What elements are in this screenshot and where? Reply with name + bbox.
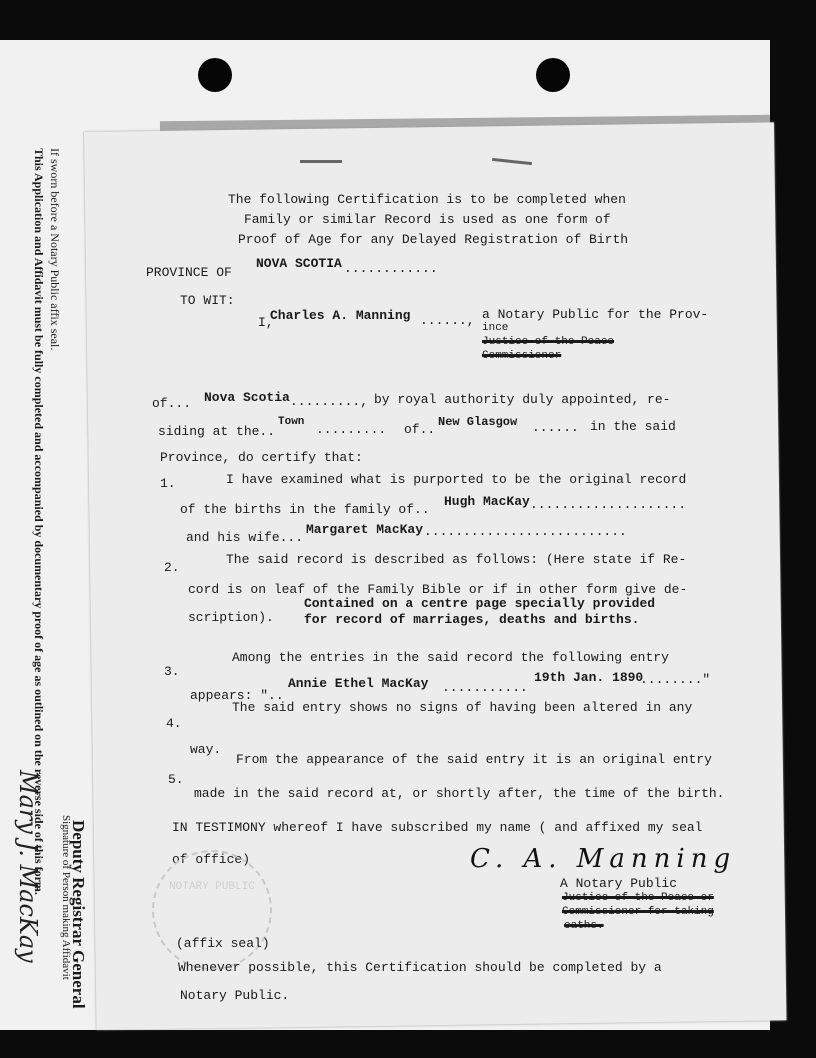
item-1-dots-2: .......................... (424, 524, 627, 539)
item-4-line-1: The said entry shows no signs of having been altered in any (232, 700, 693, 715)
residing-of: of.. (404, 422, 436, 437)
notary-signature: C. A. Manning (470, 844, 737, 874)
struck-oaths: oaths. (564, 920, 604, 932)
item-1-line-2-prefix: of the births in the family of.. (180, 502, 430, 517)
record-description-2: for record of marriages, deaths and births. (304, 612, 640, 627)
record-description-1: Contained on a centre page specially provided (304, 596, 656, 611)
residing-rest: in the said (590, 419, 676, 434)
province-certify-line: Province, do certify that: (160, 450, 363, 465)
signature-caption: Signature of Person making Affidavit (60, 815, 72, 980)
notary-seal (152, 850, 272, 970)
residing-prefix: siding at the.. (158, 424, 276, 439)
province-value: NOVA SCOTIA (256, 256, 342, 271)
affix-seal-label: (affix seal) (176, 936, 270, 951)
notary-prefix: I, (258, 315, 274, 330)
item-1-line-1: I have examined what is purported to be the original record (226, 472, 687, 487)
item-1-dots-1: .................... (530, 497, 687, 512)
footer-line-1: Whenever possible, this Certification should be completed by a (178, 960, 662, 975)
entry-date: 19th Jan. 1890 (534, 670, 644, 685)
entry-name: Annie Ethel MacKay (288, 676, 429, 691)
father-name: Hugh MacKay (444, 494, 530, 509)
if-sworn-note: If sworn before a Notary Public affix seal. (48, 148, 62, 351)
residing-dots-1: ......... (316, 422, 387, 437)
item-3-dots-2: ........" (640, 672, 711, 687)
seal-text: NOTARY PUBLIC (169, 881, 255, 893)
item-3-line-2-prefix: appears: ".. (190, 688, 284, 703)
item-3-line-1: Among the entries in the said record the following entry (232, 650, 669, 665)
punch-hole-right (536, 58, 570, 92)
of-dots: ........., (290, 394, 369, 409)
of-place: Nova Scotia (204, 390, 290, 405)
item-2-line-1: The said record is described as follows: (Here state if Re- (226, 552, 687, 567)
province-label: PROVINCE OF (146, 265, 232, 280)
notary-dots: ......, (420, 313, 475, 328)
staple-mark-left (300, 160, 342, 163)
testimony-line-2: of office) (172, 852, 251, 867)
affiant-signature: Mary J. MacKay (14, 770, 42, 963)
to-wit-label: TO WIT: (180, 293, 235, 308)
struck-justice: Justice of the Peace (482, 336, 615, 348)
of-prefix: of... (152, 396, 192, 411)
struck-commissioner: Commissioner (482, 350, 562, 362)
item-2-line-3: scription). (188, 610, 274, 625)
application-note: This Application and Affidavit must be fully completed and accompanied by documentary proof of age as outlined on the reverse side of this form. (32, 148, 46, 895)
item-4-number: 4. (166, 716, 182, 731)
mother-name: Margaret MacKay (306, 522, 424, 537)
struck-justice-2: Justice of the Peace or (562, 892, 714, 904)
item-5-number: 5. (168, 772, 184, 787)
heading-line-1: The following Certification is to be completed when (228, 192, 626, 207)
notary-name: Charles A. Manning (270, 308, 411, 323)
item-5-line-2: made in the said record at, or shortly after, the time of the birth. (194, 786, 725, 801)
heading-line-3: Proof of Age for any Delayed Registration of Birth (238, 232, 629, 247)
testimony-line-1: IN TESTIMONY whereof I have subscribed my name ( and affixed my seal (172, 820, 703, 835)
item-3-number: 3. (164, 664, 180, 679)
item-2-line-2: cord is on leaf of the Family Bible or if in other form give de- (188, 582, 688, 597)
struck-commissioner-2: Commissioner for taking (562, 906, 714, 918)
item-1-number: 1. (160, 476, 176, 491)
heading-line-2: Family or similar Record is used as one form of (244, 212, 611, 227)
item-3-dots: ........... (442, 680, 528, 695)
notary-role-cont: ince (482, 322, 509, 334)
punch-hole-left (198, 58, 232, 92)
of-rest: by royal authority duly appointed, re- (374, 392, 671, 407)
residing-dots-2: ...... (532, 420, 579, 435)
residing-town: New Glasgow (438, 415, 518, 429)
notary-role: a Notary Public for the Prov- (482, 307, 709, 322)
item-4-line-2: way. (190, 742, 222, 757)
residing-town-label: Town (278, 416, 305, 428)
province-dots: ............ (344, 261, 438, 276)
notary-title: A Notary Public (560, 876, 678, 891)
item-5-line-1: From the appearance of the said entry it is an original entry (236, 752, 712, 767)
item-1-line-3-prefix: and his wife... (186, 530, 304, 545)
deputy-registrar-label: Deputy Registrar General (69, 820, 88, 1009)
item-2-number: 2. (164, 560, 180, 575)
footer-line-2: Notary Public. (180, 988, 290, 1003)
